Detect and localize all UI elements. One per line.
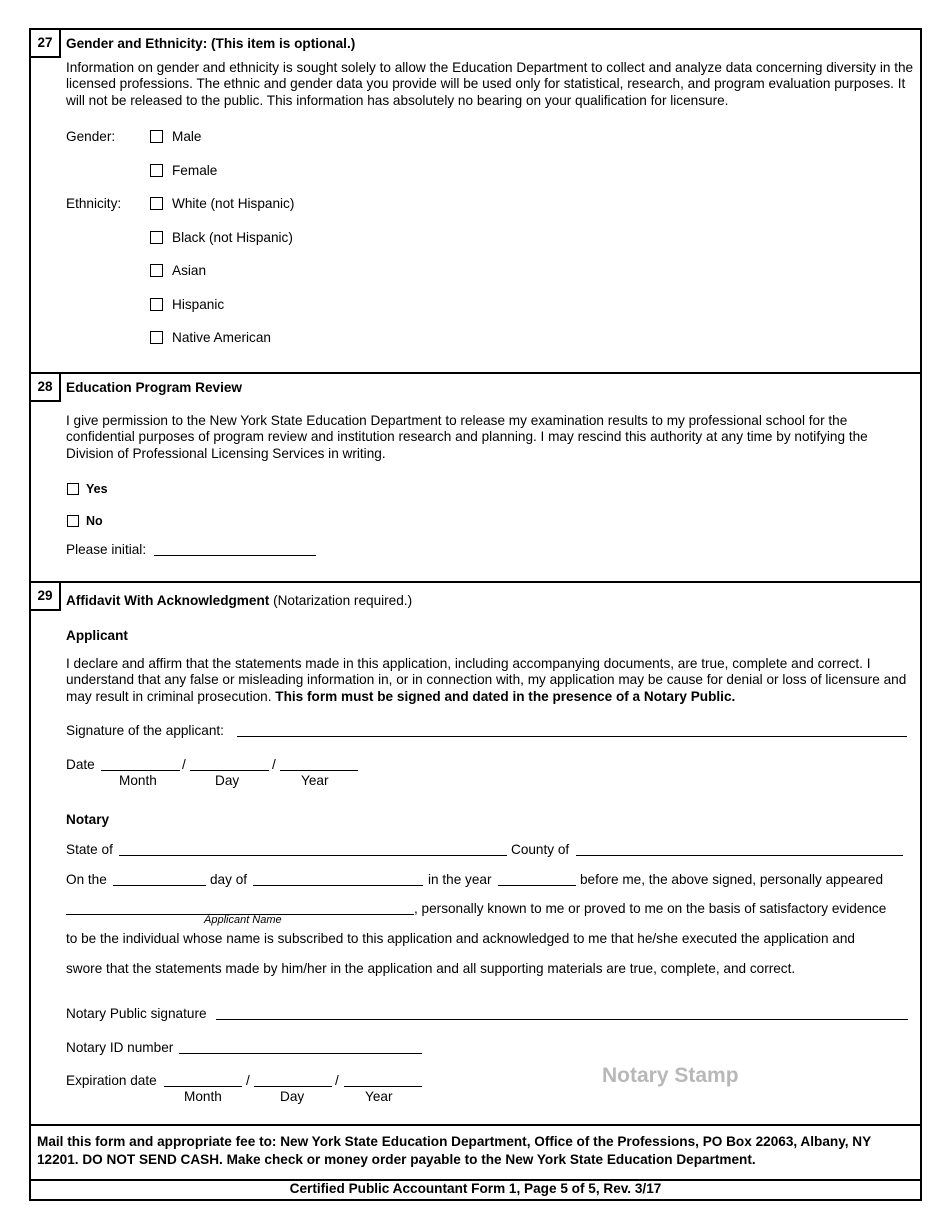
- applicant-name-caption: Applicant Name: [204, 914, 282, 926]
- initial-label: Please initial:: [66, 542, 147, 557]
- expiration-month-field[interactable]: [164, 1086, 242, 1087]
- ethnicity-hispanic-checkbox[interactable]: [150, 298, 163, 311]
- date-label: Date: [66, 757, 95, 772]
- section-28-number: 28: [31, 374, 61, 402]
- notary-id-label: Notary ID number: [66, 1040, 174, 1055]
- date-month-field[interactable]: [101, 770, 180, 771]
- swore-text: swore that the statements made by him/her in the application and all supporting materials are true, complete, and correct.: [66, 961, 796, 976]
- expiration-day-field[interactable]: [254, 1086, 332, 1087]
- date-year-caption: Year: [301, 773, 329, 788]
- date-year-field[interactable]: [280, 770, 358, 771]
- ethnicity-label: Ethnicity:: [66, 196, 122, 211]
- ethnicity-white-checkbox[interactable]: [150, 197, 163, 210]
- day-of-label: day of: [210, 872, 248, 887]
- section-28-title: Education Program Review: [66, 380, 243, 395]
- section-29-number: 29: [31, 583, 61, 611]
- program-review-yes-label: Yes: [86, 482, 108, 496]
- county-field[interactable]: [576, 855, 903, 856]
- personally-known-text: , personally known to me or proved to me on the basis of satisfactory evidence: [414, 901, 887, 916]
- expiration-year-field[interactable]: [344, 1086, 422, 1087]
- program-review-yes-checkbox[interactable]: [67, 483, 79, 495]
- notary-signature-label: Notary Public signature: [66, 1006, 207, 1021]
- date-slash: /: [272, 757, 276, 772]
- ethnicity-native-american-checkbox[interactable]: [150, 331, 163, 344]
- gender-male-checkbox[interactable]: [150, 130, 163, 143]
- date-month-caption: Month: [119, 773, 157, 788]
- ethnicity-asian-checkbox[interactable]: [150, 264, 163, 277]
- declaration-bold: This form must be signed and dated in the presence of a Notary Public.: [275, 688, 736, 704]
- county-label: County of: [511, 842, 570, 857]
- expiration-label: Expiration date: [66, 1073, 157, 1088]
- notary-stamp-placeholder: Notary Stamp: [602, 1064, 739, 1087]
- day-number-field[interactable]: [113, 885, 206, 886]
- section-divider: [31, 372, 920, 374]
- program-review-no-checkbox[interactable]: [67, 515, 79, 527]
- applicant-signature-field[interactable]: [237, 736, 907, 737]
- mail-instructions: Mail this form and appropriate fee to: New York State Education Department, Office of the Professions, PO Box 22063, Albany, NY 12201. DO NOT SEND CASH. Make check or money order payable to the New York State Education Department.: [37, 1134, 871, 1167]
- expiration-slash: /: [335, 1073, 339, 1088]
- date-day-caption: Day: [215, 773, 240, 788]
- expiration-year-caption: Year: [365, 1089, 393, 1104]
- signature-label: Signature of the applicant:: [66, 723, 224, 738]
- section-27-title: Gender and Ethnicity: (This item is optional.): [66, 36, 356, 51]
- date-day-field[interactable]: [190, 770, 269, 771]
- in-the-year-label: in the year: [428, 872, 492, 887]
- section-28-text: I give permission to the New York State Education Department to release my examination results to my professional school for the confidential purposes of program review and institution research and planning. I may rescind this authority at any time by notifying the Division of Professional Licensing Services in writing.: [66, 413, 868, 461]
- before-me-text: before me, the above signed, personally appeared: [580, 872, 884, 887]
- section-27-info: Information on gender and ethnicity is sought solely to allow the Education Department to collect and analyze data concerning diversity in the licensed professions. The ethnic and gender data you provide will be used only for statistical, research, and program evaluation purposes. It will not be released to the public. This information has absolutely no bearing on your qualification for licensure.: [66, 60, 914, 108]
- state-label: State of: [66, 842, 113, 857]
- section-divider: [31, 581, 920, 583]
- month-name-field[interactable]: [253, 885, 423, 886]
- ethnicity-black-label: Black (not Hispanic): [172, 230, 293, 245]
- ethnicity-hispanic-label: Hispanic: [172, 297, 225, 312]
- form-footer: Certified Public Accountant Form 1, Page 5 of 5, Rev. 3/17: [289, 1181, 662, 1196]
- gender-female-checkbox[interactable]: [150, 164, 163, 177]
- date-slash: /: [182, 757, 186, 772]
- gender-female-label: Female: [172, 163, 218, 178]
- notary-heading: Notary: [66, 812, 110, 827]
- section-27-number: 27: [31, 30, 61, 58]
- initial-field[interactable]: [154, 555, 316, 556]
- notary-id-field[interactable]: [179, 1053, 422, 1054]
- ethnicity-asian-label: Asian: [172, 263, 207, 278]
- expiration-slash: /: [246, 1073, 250, 1088]
- on-the-label: On the: [66, 872, 107, 887]
- expiration-month-caption: Month: [184, 1089, 222, 1104]
- ethnicity-white-label: White (not Hispanic): [172, 196, 295, 211]
- expiration-day-caption: Day: [280, 1089, 305, 1104]
- gender-label: Gender:: [66, 129, 116, 144]
- ethnicity-black-checkbox[interactable]: [150, 231, 163, 244]
- form-frame: [29, 28, 922, 1201]
- notary-signature-field[interactable]: [216, 1019, 908, 1020]
- applicant-heading: Applicant: [66, 628, 128, 643]
- section-29-title: [66, 593, 412, 608]
- individual-text: to be the individual whose name is subscribed to this application and acknowledged to me that he/she executed the application and: [66, 931, 855, 946]
- section-divider: [31, 1124, 920, 1126]
- gender-male-label: Male: [172, 129, 202, 144]
- section-29-title-bold: Affidavit With Acknowledgment: [66, 593, 270, 608]
- year-field[interactable]: [498, 885, 576, 886]
- state-field[interactable]: [119, 855, 507, 856]
- ethnicity-native-american-label: Native American: [172, 330, 271, 345]
- applicant-declaration: [66, 656, 914, 705]
- program-review-no-label: No: [86, 514, 103, 528]
- section-29-title-note: (Notarization required.): [273, 593, 413, 608]
- declaration-text: I declare and affirm that the statements made in this application, including accompanying documents, are true, complete and correct. I understand that any false or misleading information in, or in connection with, my application may be cause for denial or loss of licensure and may result in criminal prosecution.: [66, 656, 907, 704]
